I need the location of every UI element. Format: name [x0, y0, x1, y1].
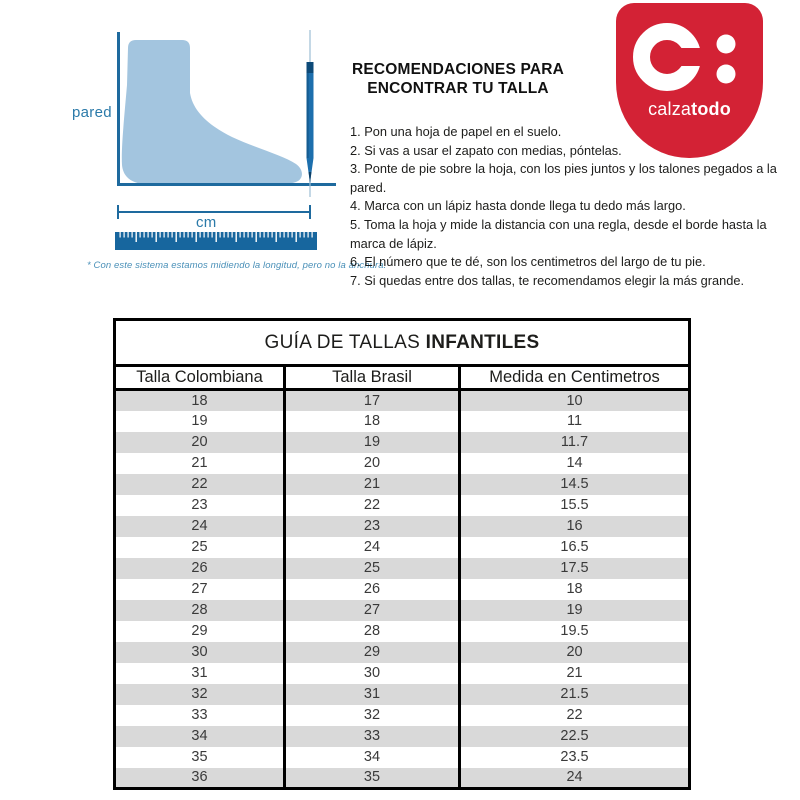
- size-table-cell: 35: [115, 747, 285, 768]
- instruction-step: 6. El número que te dé, son los centimetros del largo de tu pie.: [350, 254, 706, 270]
- size-table-cell: 31: [115, 663, 285, 684]
- pencil-icon: [307, 62, 314, 183]
- size-table-row: [115, 768, 690, 789]
- size-table-cell: 17: [285, 390, 460, 411]
- wall-label: pared: [72, 104, 112, 121]
- column-header-medida-cm: Medida en Centimetros: [460, 366, 690, 390]
- size-table-cell: 10: [460, 390, 690, 411]
- size-table-row: [115, 495, 690, 516]
- size-table-row: [115, 453, 690, 474]
- size-table-cell: 21: [115, 453, 285, 474]
- size-table-cell: 21: [285, 474, 460, 495]
- size-table-title-bold: INFANTILES: [425, 331, 540, 353]
- foot-measuring-illustration: [60, 25, 342, 271]
- column-header-talla-brasil: Talla Brasil: [285, 366, 460, 390]
- size-table-cell: 36: [115, 768, 285, 789]
- size-table-cell: 27: [115, 579, 285, 600]
- cm-label: cm: [196, 214, 217, 231]
- size-table-row: [115, 747, 690, 768]
- instruction-step: 3. Ponte de pie sobre la hoja, con los pies juntos y los talones pegados a la pared.: [350, 161, 777, 195]
- size-table-cell: 27: [285, 600, 460, 621]
- logo-wordmark-regular: calza: [648, 99, 692, 119]
- size-table-cell: 22: [115, 474, 285, 495]
- instruction-step: 2. Si vas a usar el zapato con medias, póntelas.: [350, 142, 622, 158]
- instruction-step: 7. Si quedas entre dos tallas, te recomendamos elegir la más grande.: [350, 272, 745, 288]
- size-table-cell: 34: [115, 726, 285, 747]
- logo-wordmark: [616, 99, 763, 120]
- logo-monogram-icon: [616, 3, 763, 158]
- size-table-cell: 26: [285, 579, 460, 600]
- recommendations-title-line2: ENCONTRAR TU TALLA: [367, 80, 549, 97]
- size-table-row: [115, 663, 690, 684]
- size-table-cell: 25: [285, 558, 460, 579]
- instruction-step: 1. Pon una hoja de papel en el suelo.: [350, 124, 562, 139]
- size-table-cell: 24: [285, 537, 460, 558]
- size-table-cell: 30: [285, 663, 460, 684]
- size-table-cell: 24: [460, 768, 690, 789]
- size-table-cell: 11.7: [460, 432, 690, 453]
- size-table-cell: 20: [285, 453, 460, 474]
- size-table-cell: 16: [460, 516, 690, 537]
- recommendations-title-line1: RECOMENDACIONES PARA: [351, 61, 565, 78]
- size-table-cell: 17.5: [460, 558, 690, 579]
- size-table-cell: 33: [115, 705, 285, 726]
- size-table-cell: 26: [115, 558, 285, 579]
- size-table-cell: 32: [285, 705, 460, 726]
- size-table-row: [115, 600, 690, 621]
- size-table-row: [115, 411, 690, 432]
- size-table-cell: 20: [115, 432, 285, 453]
- size-table-cell: 23: [285, 516, 460, 537]
- calzatodo-logo: [616, 3, 763, 158]
- size-table-cell: 16.5: [460, 537, 690, 558]
- size-table-title-row: [115, 320, 690, 366]
- size-table-cell: 14: [460, 453, 690, 474]
- size-table-row: [115, 516, 690, 537]
- size-table-row: [115, 684, 690, 705]
- size-table-row: [115, 705, 690, 726]
- size-table-cell: 11: [460, 411, 690, 432]
- size-table-cell: 35: [285, 768, 460, 789]
- size-table-cell: 23: [115, 495, 285, 516]
- size-table-row: [115, 621, 690, 642]
- size-table-cell: 30: [115, 642, 285, 663]
- size-table-title: [115, 320, 690, 366]
- size-table-cell: 34: [285, 747, 460, 768]
- size-table-cell: 19: [460, 600, 690, 621]
- size-table-cell: 21.5: [460, 684, 690, 705]
- size-table-cell: 29: [285, 642, 460, 663]
- size-table-cell: 22.5: [460, 726, 690, 747]
- size-table-cell: 18: [285, 411, 460, 432]
- size-table-row: [115, 474, 690, 495]
- size-table: [113, 318, 691, 790]
- size-table-row: [115, 432, 690, 453]
- size-table-cell: 19: [285, 432, 460, 453]
- size-table-row: [115, 726, 690, 747]
- instruction-step: 4. Marca con un lápiz hasta donde llega tu dedo más largo.: [350, 198, 686, 214]
- size-table-cell: 22: [460, 705, 690, 726]
- size-table-cell: 23.5: [460, 747, 690, 768]
- size-table-cell: 28: [285, 621, 460, 642]
- size-table-body: [115, 390, 690, 789]
- size-table-row: [115, 579, 690, 600]
- size-table-cell: 29: [115, 621, 285, 642]
- column-header-talla-colombiana: Talla Colombiana: [115, 366, 285, 390]
- size-table-cell: 24: [115, 516, 285, 537]
- size-table-cell: 31: [285, 684, 460, 705]
- size-table-title-regular: GUÍA DE TALLAS: [264, 331, 426, 353]
- size-table-header-row: [115, 366, 690, 390]
- ruler-icon: [115, 232, 317, 250]
- size-table-cell: 18: [460, 579, 690, 600]
- measuring-footnote: * Con este sistema estamos midiendo la longitud, pero no la anchura.: [87, 260, 387, 271]
- size-table-row: [115, 558, 690, 579]
- size-table-cell: 22: [285, 495, 460, 516]
- size-table-cell: 32: [115, 684, 285, 705]
- size-table-cell: 33: [285, 726, 460, 747]
- size-table-cell: 15.5: [460, 495, 690, 516]
- logo-wordmark-bold: todo: [691, 99, 731, 119]
- size-table-cell: 19: [115, 411, 285, 432]
- size-table-row: [115, 537, 690, 558]
- size-table-cell: 28: [115, 600, 285, 621]
- size-table-cell: 25: [115, 537, 285, 558]
- size-table-cell: 20: [460, 642, 690, 663]
- size-table-row: [115, 642, 690, 663]
- instruction-step: 5. Toma la hoja y mide la distancia con una regla, desde el borde hasta la marca de lápiz.: [350, 216, 767, 251]
- size-table-cell: 14.5: [460, 474, 690, 495]
- recommendations-title: [338, 60, 578, 98]
- size-table-cell: 19.5: [460, 621, 690, 642]
- size-table-row: [115, 390, 690, 411]
- foot-silhouette-icon: [122, 40, 302, 184]
- size-table-cell: 21: [460, 663, 690, 684]
- size-table-cell: 18: [115, 390, 285, 411]
